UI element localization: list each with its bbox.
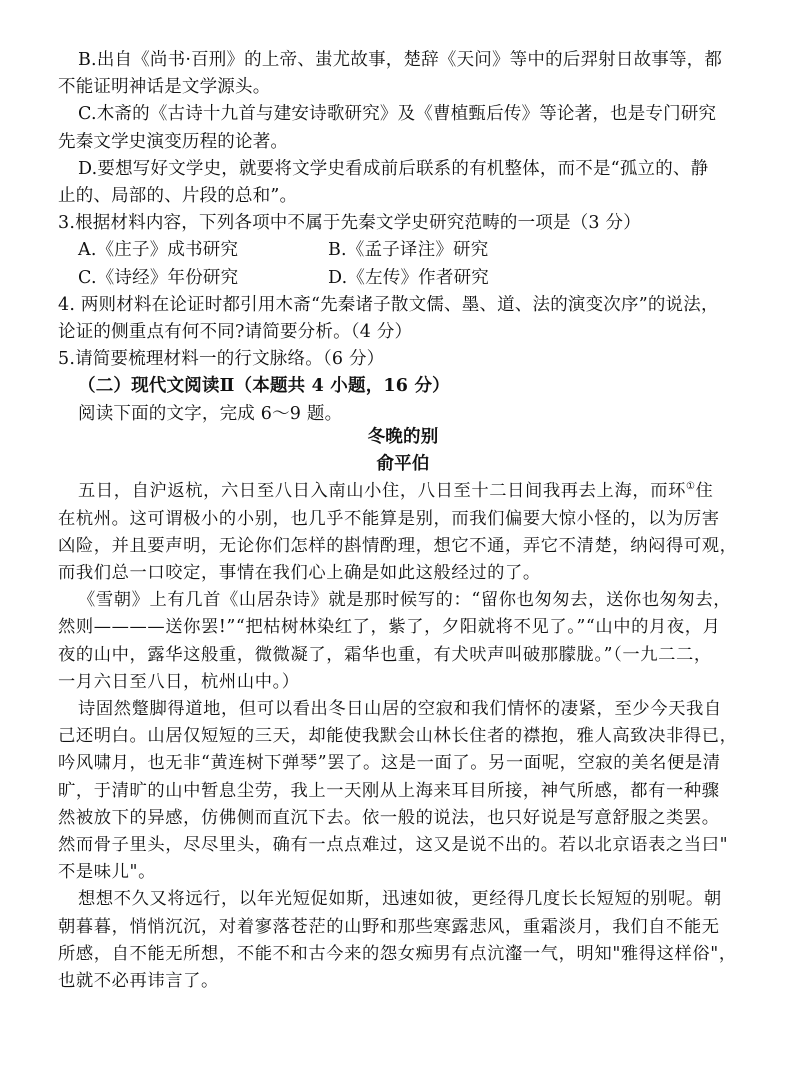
p1-line-1: 五日，自沪返杭，六日至八日入南山小住，八日至十二日间我再去上海，而环①住 bbox=[78, 481, 714, 502]
question-2-options bbox=[58, 47, 748, 428]
p3-line-2: 己还明白。山居仅短短的三天，却能使我默会山林长住者的襟抱，雅人高致决非得已， bbox=[58, 726, 738, 747]
p4-line-3: 所感，自不能无所想，不能不和古今来的怨女痴男有点沆瀣一气，明知"雅得这样俗"， bbox=[58, 943, 737, 964]
p3-line-5: 然被放下的异感，仿佛侧而直沉下去。依一般的说法，也只好说是写意舒服之类罢。 bbox=[58, 807, 720, 828]
p4-line-1: 想想不久又将远行，以年光短促如斯，迅速如彼，更经得几度长长短短的别呢。朝 bbox=[78, 889, 722, 910]
p1-line-2: 在杭州。这可谓极小的小别，也几乎不能算是别，而我们偏要大惊小怪的，以为厉害 bbox=[58, 508, 720, 529]
article-title: 冬晚的别 bbox=[367, 427, 439, 447]
p2-line-2: 然则————送你罢!”“把枯树林染红了，紫了，夕阳就将不见了。”“山中的月夜，月 bbox=[58, 617, 721, 638]
section-2-instruction: 阅读下面的文字，完成 6～9 题。 bbox=[78, 403, 343, 424]
p2-line-4: 一月六日至八日，杭州山中。） bbox=[58, 671, 300, 692]
q3-option-a: A.《庄子》成书研究 bbox=[78, 240, 239, 261]
q2-option-d-line-2: 止的、局部的、片段的总和”。 bbox=[58, 186, 298, 207]
q3-options-row-1 bbox=[58, 237, 748, 264]
q3-option-b: B.《孟子译注》研究 bbox=[328, 240, 489, 261]
article-author: 俞平伯 bbox=[376, 454, 430, 475]
article bbox=[58, 424, 748, 995]
q2-option-c-line-2: 先秦文学史演变历程的论著。 bbox=[58, 131, 289, 152]
p2-line-1: 《雪朝》上有几首《山居杂诗》就是那时候写的：“留你也匆匆去，送你也匆匆去， bbox=[78, 590, 732, 611]
p4-line-2: 朝暮暮，悄悄沉沉，对着寥落苍茫的山野和那些寒露悲风，重霜淡月，我们自不能无 bbox=[58, 916, 720, 937]
q3-options-row-2 bbox=[58, 265, 748, 292]
p1-line-4: 而我们总一口咬定，事情在我们心上确是如此这般经过的了。 bbox=[58, 563, 541, 584]
p2-line-3: 夜的山中，露华这般重，微微凝了，霜华也重，有犬吠声叫破那朦胧。”（一九二二， bbox=[58, 644, 712, 665]
q3-option-d: D.《左传》作者研究 bbox=[328, 267, 489, 288]
p3-line-4: 旷，于清旷的山中暂息尘劳，我上一天刚从上海来耳目所接，神气所感，都有一种骤 bbox=[58, 780, 720, 801]
p3-line-3: 吟风啸月，也无非“黄连树下弹琴”罢了。这是一面了。另一面呢，空寂的美名便是清 bbox=[58, 753, 721, 774]
q2-option-b-line-2: 不能证明神话是文学源头。 bbox=[58, 77, 271, 98]
q3-option-c: C.《诗经》年份研究 bbox=[78, 267, 239, 288]
p1-line-3: 凶险，并且要声明，无论你们怎样的斟情酌理，想它不通，弄它不清楚，纳闷得可观， bbox=[58, 535, 738, 556]
p3-line-1: 诗固然蹩脚得道地，但可以看出冬日山居的空寂和我们情怀的凄紧，至少今天我自 bbox=[78, 699, 722, 720]
q5: 5.请简要梳理材料一的行文脉络。（6 分） bbox=[58, 349, 385, 370]
p3-line-6: 然而骨子里头，尽尽里头，确有一点点难过，这又是说不出的。若以北京语表之当曰" bbox=[58, 835, 729, 856]
p4-line-4: 也就不必再讳言了。 bbox=[58, 971, 219, 992]
q2-option-c-line-1: C.木斋的《古诗十九首与建安诗歌研究》及《曹植甄后传》等论著，也是专门研究 bbox=[78, 104, 717, 125]
p3-line-7: 不是味儿"。 bbox=[58, 862, 156, 883]
q3-stem: 3.根据材料内容，下列各项中不属于先秦文学史研究范畴的一项是（3 分） bbox=[58, 213, 641, 234]
q2-option-b-line-1: B.出自《尚书·百刑》的上帝、蚩尤故事，楚辞《天问》等中的后羿射日故事等，都 bbox=[78, 50, 723, 70]
q4-line-1: 4. 两则材料在论证时都引用木斋“先秦诸子散文儒、墨、道、法的演变次序”的说法， bbox=[58, 294, 719, 315]
q2-option-d-line-1: D.要想写好文学史，就要将文学史看成前后联系的有机整体，而不是“孤立的、静 bbox=[78, 158, 709, 179]
q4-line-2: 论证的侧重点有何不同?请简要分析。（4 分） bbox=[58, 322, 413, 343]
section-2-heading: （二）现代文阅读Ⅱ（本题共 4 小题，16 分） bbox=[78, 376, 450, 397]
footnote-marker: ① bbox=[685, 481, 696, 493]
